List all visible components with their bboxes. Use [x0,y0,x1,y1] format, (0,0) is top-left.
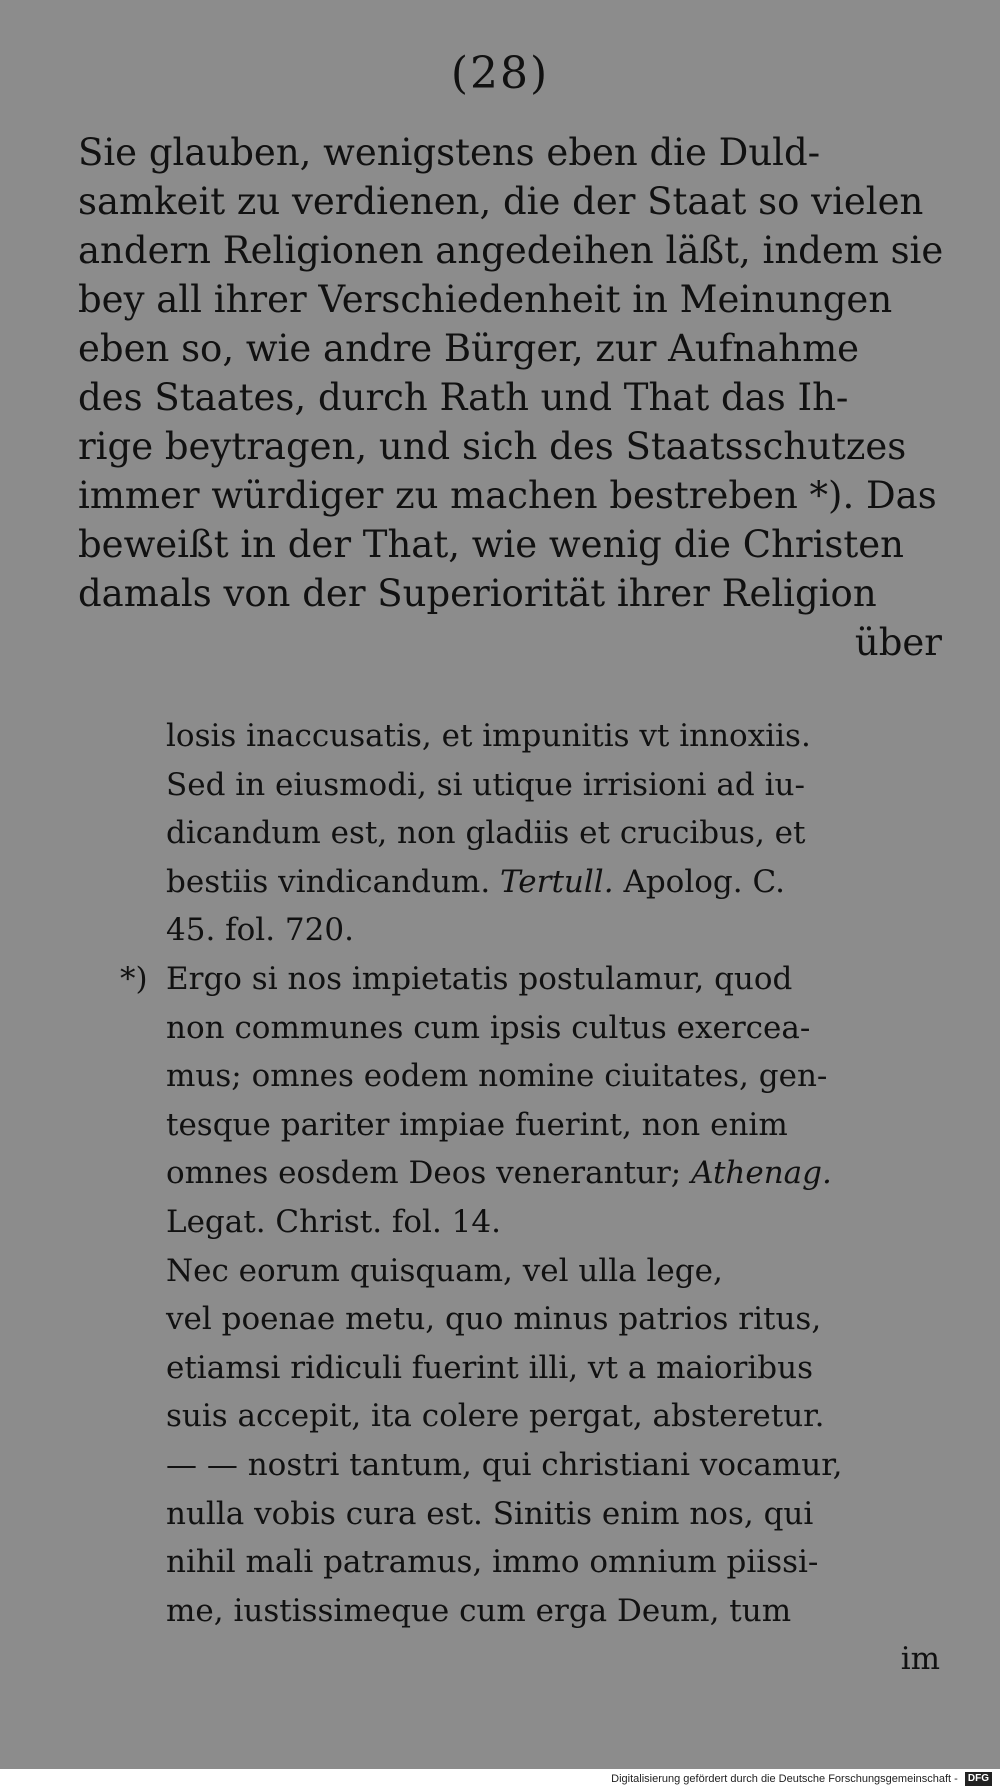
footnote-line: nihil mali patramus, immo omnium piissi- [166,1544,819,1581]
citation-ref: Apolog. C. [623,863,785,900]
footnote-line: 45. fol. 720. [166,912,354,949]
main-line: damals von der Superiorität ihrer Religion [78,572,877,615]
footnote-text: bestiis vindicandum. [166,863,491,900]
footnote-line [120,858,950,907]
citation-author: Athenag. [691,1155,832,1192]
main-line: immer würdiger zu machen bestreben *). Das [78,474,937,517]
footnote-line: Legat. Christ. fol. 14. [166,1203,501,1240]
footer-credit: Digitalisierung gefördert durch die Deutsche Forschungsgemeinschaft - [611,1773,958,1785]
main-line: Sie glauben, wenigstens eben die Duld- [78,131,821,174]
main-line: bey all ihrer Verschiedenheit in Meinungen [78,278,893,321]
main-line: des Staates, durch Rath und That das Ih- [78,376,849,419]
footnote-line: — — nostri tantum, qui christiani vocamur, [166,1446,843,1483]
main-line: samkeit zu verdienen, die der Staat so vielen [78,180,924,223]
citation-author: Tertull. [500,863,614,900]
main-line: rige beytragen, und sich des Staatsschutzes [78,425,907,468]
footnotes [120,712,950,1684]
footnote-line [120,1149,950,1198]
footnote-catchword: im [900,1641,940,1678]
dfg-logo: DFG [965,1772,992,1786]
footnote-text: Ergo si nos impietatis postulamur, quod [166,960,793,997]
digitization-footer [0,1769,1000,1789]
footnote-line [120,955,950,1004]
footnote-line: losis inaccusatis, et impunitis vt innoxiis. [166,718,811,754]
footnote-line: suis accepit, ita colere pergat, absteretur. [166,1398,825,1435]
footnote-line: vel poenae metu, quo minus patrios ritus, [166,1301,822,1338]
main-text [78,128,948,667]
footnote-marker: *) [120,960,148,997]
main-line: andern Religionen angedeihen läßt, indem sie [78,229,944,272]
footnote-line: mus; omnes eodem nomine ciuitates, gen- [166,1058,828,1095]
footnote-line: nulla vobis cura est. Sinitis enim nos, qui [166,1495,814,1532]
footnote-line: tesque pariter impiae fuerint, non enim [166,1106,788,1143]
catchword: über [854,621,942,664]
footnote-line: non communes cum ipsis cultus exercea- [166,1009,811,1046]
footnote-text: omnes eosdem Deos venerantur; [166,1155,682,1192]
page-number: (28) [450,48,550,99]
footnote-line: dicandum est, non gladiis et crucibus, et [166,815,806,852]
main-line: beweißt in der That, wie wenig die Christen [78,523,904,566]
footnote-line: me, iustissimeque cum erga Deum, tum [166,1592,792,1629]
footnote-line: Sed in eiusmodi, si utique irrisioni ad iu- [166,766,805,803]
footnote-line: etiamsi ridiculi fuerint illi, vt a maioribus [166,1349,814,1386]
main-line: eben so, wie andre Bürger, zur Aufnahme [78,327,860,370]
footnote-line: Nec eorum quisquam, vel ulla lege, [166,1252,723,1289]
